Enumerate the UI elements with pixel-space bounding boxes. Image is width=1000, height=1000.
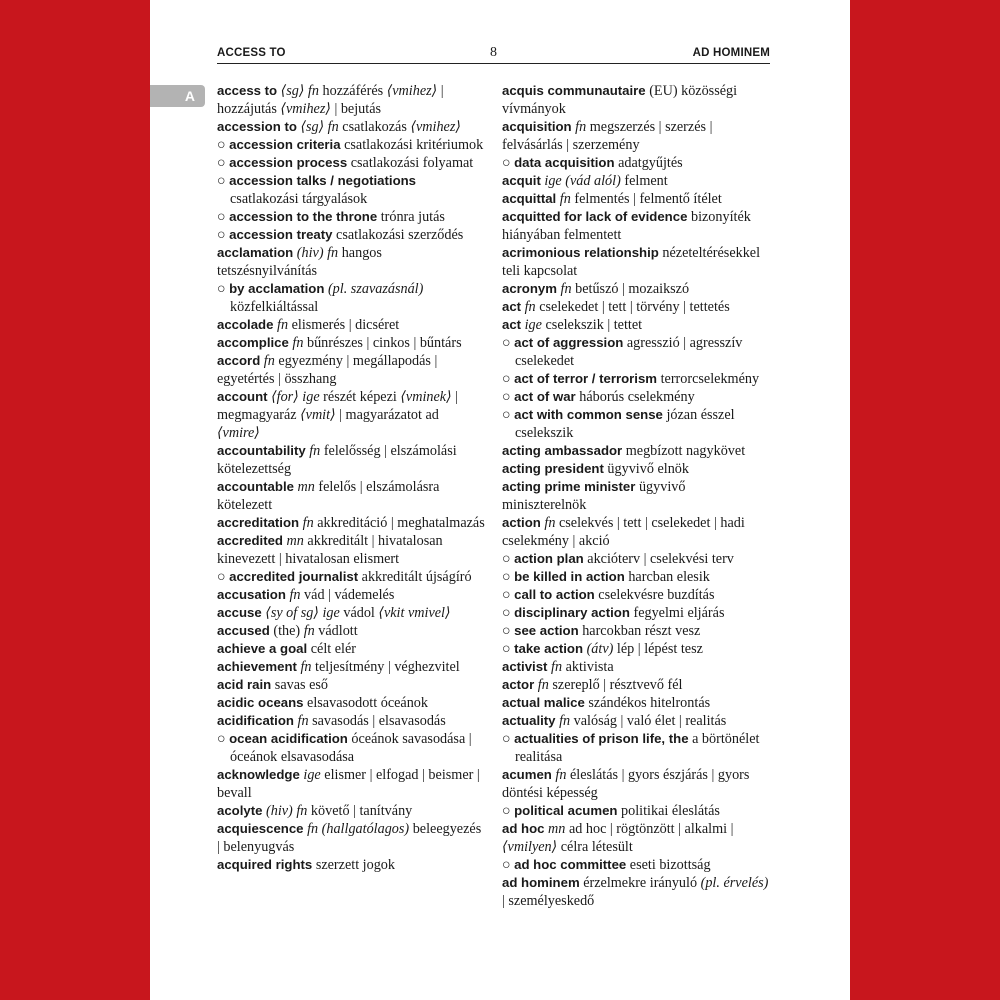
entry-headword: acolyte (217, 803, 263, 818)
entry-grammar-note: (hiv) fn (266, 803, 308, 819)
dictionary-entry (502, 712, 770, 730)
entry-text: ○ (502, 641, 515, 657)
dictionary-entry (217, 766, 485, 802)
entry-headword: achievement (217, 659, 297, 674)
entry-text: bizonyíték hiányában felmentett (502, 209, 751, 243)
entry-text: megbízott nagykövet (622, 443, 746, 459)
dictionary-entry (217, 532, 485, 568)
entry-grammar-note: (pl. érvelés) (700, 875, 769, 891)
entry-text: ○ (502, 803, 515, 819)
sub-entry (502, 406, 770, 442)
entry-text: ○ (502, 551, 515, 567)
entry-headword: accord (217, 353, 261, 368)
entry-text: akkreditált | hivatalosan kinevezett | hivatalosan elismert (217, 533, 443, 567)
entry-headword: accession to the throne (229, 209, 378, 224)
entry-headword: acquitted for lack of evidence (502, 209, 688, 224)
entry-text: beleegyezés | belenyugvás (217, 821, 482, 855)
entry-grammar-note: ⟨vmihez⟩ (386, 83, 438, 99)
entry-text: ○ (502, 605, 515, 621)
dictionary-entry (502, 658, 770, 676)
entry-headword: disciplinary action (514, 605, 630, 620)
entry-text: felelős | elszámolásra kötelezett (217, 479, 440, 513)
entry-grammar-note: fn (309, 443, 321, 459)
sub-entry (217, 568, 485, 586)
sub-entry (217, 172, 485, 208)
entry-headword: ad hoc (502, 821, 545, 836)
entry-grammar-note: fn (544, 515, 556, 531)
entry-text: ad hoc | rögtönzött | alkalmi | (565, 821, 734, 837)
entry-text: vád | vádemelés (300, 587, 395, 603)
sub-entry (502, 334, 770, 370)
dictionary-entry (217, 676, 485, 694)
entry-text: ○ (502, 155, 515, 171)
entry-grammar-note: fn (555, 767, 567, 783)
entry-headword: access to (217, 83, 278, 98)
entry-text: harcban elesik (624, 569, 710, 585)
entry-grammar-note: ⟨vmihez⟩ (280, 101, 331, 117)
entry-text: felmentés | felmentő ítélet (570, 191, 722, 207)
entry-text: ○ (217, 281, 230, 297)
entry-text: agresszió | agresszív cselekedet (515, 335, 743, 369)
entry-grammar-note: mn (297, 479, 315, 495)
header-first-entry: ACCESS TO (217, 47, 286, 59)
sub-entry (502, 568, 770, 586)
left-column (217, 82, 485, 874)
entry-headword: acting prime minister (502, 479, 636, 494)
entry-headword: ad hoc committee (514, 857, 627, 872)
entry-grammar-note: ⟨sg⟩ fn (280, 83, 319, 99)
entry-grammar-note: fn (302, 515, 314, 531)
entry-text: óceánok savasodása | óceánok elsavasodása (230, 731, 472, 765)
entry-grammar-note: ⟨vmire⟩ (217, 425, 260, 441)
entry-headword: ad hominem (502, 875, 580, 890)
entry-grammar-note: ⟨vminek⟩ (400, 389, 452, 405)
entry-headword: acid rain (217, 677, 272, 692)
entry-text: felelősség | elszámolási kötelezettség (217, 443, 457, 477)
entry-headword: accession process (229, 155, 348, 170)
entry-text: ügyvivő miniszterelnök (502, 479, 686, 513)
entry-grammar-note: ⟨sg⟩ fn (300, 119, 339, 135)
entry-text: elsavasodott óceánok (303, 695, 428, 711)
entry-grammar-note: fn (303, 623, 315, 639)
entry-headword: activist (502, 659, 548, 674)
dictionary-entry (502, 694, 770, 712)
entry-text: (the) (269, 623, 304, 639)
entry-text: ○ (217, 569, 230, 585)
entry-text: akcióterv | cselekvési terv (583, 551, 734, 567)
entry-text: közfelkiáltással (230, 299, 319, 315)
entry-grammar-note: ⟨vmihez⟩ (410, 119, 461, 135)
entry-headword: actor (502, 677, 535, 692)
entry-grammar-note: ige (303, 767, 321, 783)
dictionary-entry (217, 820, 485, 856)
entry-headword: by acclamation (229, 281, 325, 296)
entry-text: vádlott (314, 623, 358, 639)
entry-headword: accredited journalist (229, 569, 359, 584)
sub-entry (217, 154, 485, 172)
entry-headword: accession talks / negotiations (229, 173, 417, 188)
entry-grammar-note: fn (300, 659, 312, 675)
entry-grammar-note: ⟨vkit vmivel⟩ (378, 605, 451, 621)
entry-headword: acquit (502, 173, 541, 188)
entry-text: vádol (339, 605, 379, 621)
page-header (217, 45, 770, 63)
dictionary-entry (502, 244, 770, 280)
dictionary-entry (502, 820, 770, 856)
entry-text: elismerés | dicséret (288, 317, 400, 333)
entry-text: savas eső (271, 677, 328, 693)
entry-headword: actuality (502, 713, 556, 728)
entry-grammar-note: fn (289, 587, 301, 603)
dictionary-entry (217, 316, 485, 334)
dictionary-entry (217, 586, 485, 604)
entry-text: cselekvésre buzdítás (594, 587, 715, 603)
dictionary-entry (502, 874, 770, 910)
entry-headword: acquittal (502, 191, 557, 206)
entry-text: megszerzés | szerzés | felvásárlás | szerzemény (502, 119, 713, 153)
entry-text: ○ (502, 857, 515, 873)
entry-text: ○ (502, 407, 515, 423)
entry-text: ügyvivő elnök (603, 461, 689, 477)
sub-entry (217, 136, 485, 154)
entry-text: (EU) közösségi vívmányok (502, 83, 738, 117)
entry-headword: action (502, 515, 541, 530)
dictionary-entry (217, 118, 485, 136)
entry-headword: account (217, 389, 268, 404)
entry-text: háborús cselekmény (575, 389, 695, 405)
dictionary-entry (502, 442, 770, 460)
entry-grammar-note: fn (297, 713, 309, 729)
entry-grammar-note: fn (537, 677, 549, 693)
dictionary-entry (217, 658, 485, 676)
entry-text: csatlakozási folyamat (347, 155, 474, 171)
entry-headword: accountable (217, 479, 294, 494)
entry-text: cselekvés | tett | cselekedet | hadi cselekmény | akció (502, 515, 745, 549)
dictionary-entry (217, 712, 485, 730)
dictionary-entry (502, 172, 770, 190)
entry-headword: acquiescence (217, 821, 304, 836)
dictionary-entry (217, 82, 485, 118)
sub-entry (502, 550, 770, 568)
entry-headword: accolade (217, 317, 274, 332)
entry-headword: ocean acidification (229, 731, 348, 746)
entry-headword: act (502, 317, 522, 332)
entry-grammar-note: (hiv) fn (296, 245, 339, 261)
entry-text: célra létesült (557, 839, 633, 855)
dictionary-entry (502, 298, 770, 316)
dictionary-entry (502, 208, 770, 244)
sub-entry (217, 226, 485, 244)
entry-headword: see action (514, 623, 579, 638)
entry-text: ○ (502, 335, 515, 351)
entry-text: bűnrészes | cinkos | bűntárs (303, 335, 462, 351)
entry-text: követő | tanítvány (307, 803, 413, 819)
entry-text: nézeteltérésekkel teli kapcsolat (502, 245, 761, 279)
entry-grammar-note: fn (560, 281, 572, 297)
entry-text: csatlakozási kritériumok (340, 137, 484, 153)
entry-text: hangos tetszésnyilvánítás (217, 245, 382, 279)
entry-text: | személyeskedő (502, 893, 595, 909)
sub-entry (217, 730, 485, 766)
entry-grammar-note: fn (575, 119, 587, 135)
sub-entry (502, 388, 770, 406)
entry-text: terrorcselekmény (657, 371, 760, 387)
entry-text: | bejutás (330, 101, 382, 117)
entry-text: savasodás | elsavasodás (308, 713, 446, 729)
entry-text: szereplő | résztvevő fél (548, 677, 683, 693)
entry-grammar-note: fn (559, 191, 571, 207)
entry-text: ○ (217, 155, 230, 171)
entry-text: felment (620, 173, 668, 189)
dictionary-entry (217, 334, 485, 352)
entry-text: csatlakozás (338, 119, 411, 135)
entry-grammar-note: fn (524, 299, 536, 315)
entry-grammar-note: mn (548, 821, 566, 837)
entry-headword: acidification (217, 713, 294, 728)
header-last-entry: AD HOMINEM (692, 47, 770, 59)
right-column (502, 82, 770, 910)
dictionary-entry (502, 118, 770, 154)
entry-text: a börtönélet realitása (515, 731, 760, 765)
entry-headword: actualities of prison life, the (514, 731, 689, 746)
entry-text: akkreditáció | meghatalmazás (313, 515, 485, 531)
entry-text: ○ (502, 731, 515, 747)
entry-grammar-note: ⟨for⟩ ige (271, 389, 320, 405)
sub-entry (217, 280, 485, 316)
dictionary-entry (217, 604, 485, 622)
entry-grammar-note: (átv) (586, 641, 614, 657)
entry-grammar-note: fn (hallgatólagos) (307, 821, 410, 837)
entry-headword: act of terror / terrorism (514, 371, 658, 386)
page-number: 8 (490, 45, 497, 60)
entry-headword: act with common sense (514, 407, 663, 422)
dictionary-entry (502, 280, 770, 298)
dictionary-entry (502, 190, 770, 208)
entry-text: hozzáférés (318, 83, 387, 99)
letter-tab (150, 85, 205, 107)
entry-headword: accusation (217, 587, 286, 602)
entry-text: akkreditált újságíró (358, 569, 472, 585)
entry-headword: accession treaty (229, 227, 333, 242)
entry-grammar-note: ige (vád alól) (544, 173, 621, 189)
sub-entry (502, 802, 770, 820)
entry-headword: acronym (502, 281, 557, 296)
entry-grammar-note: mn (286, 533, 304, 549)
entry-grammar-note: (pl. szavazásnál) (327, 281, 424, 297)
entry-headword: acclamation (217, 245, 294, 260)
entry-headword: be killed in action (514, 569, 625, 584)
entry-text: valóság | való élet | realitás (570, 713, 727, 729)
dictionary-entry (217, 244, 485, 280)
entry-text: ○ (502, 587, 515, 603)
entry-grammar-note: ⟨sy of sg⟩ ige (265, 605, 340, 621)
entry-text: csatlakozási szerződés (332, 227, 464, 243)
entry-headword: accession to (217, 119, 297, 134)
entry-text: teljesítmény | véghezvitel (311, 659, 460, 675)
entry-headword: accused (217, 623, 270, 638)
entry-headword: accountability (217, 443, 306, 458)
entry-text: szándékos hitelrontás (584, 695, 711, 711)
sub-entry (502, 586, 770, 604)
entry-text: ○ (217, 209, 230, 225)
dictionary-entry (217, 478, 485, 514)
entry-text: ○ (502, 371, 515, 387)
dictionary-entry (502, 82, 770, 118)
header-rule (217, 63, 770, 64)
dictionary-entry (502, 514, 770, 550)
entry-text: politikai éleslátás (617, 803, 720, 819)
dictionary-entry (217, 856, 485, 874)
entry-text: józan ésszel cselekszik (515, 407, 735, 441)
entry-text: betűszó | mozaikszó (571, 281, 690, 297)
entry-headword: action plan (514, 551, 584, 566)
entry-headword: acquisition (502, 119, 572, 134)
entry-headword: political acumen (514, 803, 618, 818)
entry-headword: take action (514, 641, 584, 656)
entry-headword: acquis communautaire (502, 83, 646, 98)
entry-headword: acidic oceans (217, 695, 304, 710)
entry-headword: acquired rights (217, 857, 313, 872)
entry-headword: acknowledge (217, 767, 300, 782)
entry-headword: act of war (514, 389, 576, 404)
entry-headword: accession criteria (229, 137, 341, 152)
sub-entry (217, 208, 485, 226)
entry-text: | megmagyaráz (217, 389, 459, 423)
entry-text: fegyelmi eljárás (629, 605, 725, 621)
entry-text: | hozzájutás (217, 83, 444, 117)
entry-grammar-note: fn (263, 353, 275, 369)
dictionary-entry (217, 352, 485, 388)
sub-entry (502, 622, 770, 640)
dictionary-entry (502, 478, 770, 514)
entry-headword: accreditation (217, 515, 300, 530)
sub-entry (502, 370, 770, 388)
entry-text: ○ (217, 173, 230, 189)
sub-entry (502, 604, 770, 622)
entry-grammar-note: fn (292, 335, 304, 351)
entry-text: ○ (502, 623, 515, 639)
entry-text: érzelmekre irányuló (579, 875, 701, 891)
entry-headword: data acquisition (514, 155, 615, 170)
entry-headword: acumen (502, 767, 552, 782)
dictionary-entry (217, 640, 485, 658)
entry-text: cselekedet | tett | törvény | tettetés (535, 299, 730, 315)
entry-text: trónra jutás (377, 209, 445, 225)
dictionary-entry (502, 460, 770, 478)
entry-text: ○ (502, 569, 515, 585)
entry-grammar-note: fn (277, 317, 289, 333)
entry-text: ○ (217, 137, 230, 153)
entry-headword: act of aggression (514, 335, 624, 350)
entry-text: célt elér (307, 641, 357, 657)
dictionary-entry (217, 442, 485, 478)
entry-text: eseti bizottság (626, 857, 711, 873)
entry-text: aktivista (562, 659, 614, 675)
entry-headword: accomplice (217, 335, 289, 350)
entry-grammar-note: ⟨vmilyen⟩ (502, 839, 558, 855)
dictionary-entry (502, 316, 770, 334)
entry-headword: acting president (502, 461, 604, 476)
entry-text: adatgyűjtés (614, 155, 683, 171)
entry-headword: call to action (514, 587, 595, 602)
entry-headword: acting ambassador (502, 443, 623, 458)
dictionary-entry (217, 802, 485, 820)
dictionary-entry (217, 388, 485, 442)
entry-text: ○ (502, 389, 515, 405)
entry-text: egyezmény | megállapodás | egyetértés | összhang (217, 353, 438, 387)
entry-grammar-note: ige (524, 317, 542, 333)
sub-entry (502, 640, 770, 658)
entry-text: cselekszik | tettet (541, 317, 643, 333)
entry-text: | magyarázatot ad (335, 407, 439, 423)
dictionary-entry (217, 514, 485, 532)
entry-grammar-note: fn (559, 713, 571, 729)
entry-text: ○ (217, 731, 230, 747)
entry-text: csatlakozási tárgyalások (230, 191, 368, 207)
entry-headword: achieve a goal (217, 641, 308, 656)
entry-grammar-note: ⟨vmit⟩ (300, 407, 336, 423)
entry-headword: act (502, 299, 522, 314)
entry-grammar-note: fn (551, 659, 563, 675)
entry-text: részét képezi (319, 389, 401, 405)
dictionary-entry (217, 694, 485, 712)
sub-entry (502, 730, 770, 766)
sub-entry (502, 154, 770, 172)
sub-entry (502, 856, 770, 874)
entry-text: éleslátás | gyors észjárás | gyors döntési képesség (502, 767, 750, 801)
dictionary-entry (502, 676, 770, 694)
entry-text: harcokban részt vesz (578, 623, 701, 639)
dictionary-entry (502, 766, 770, 802)
dictionary-entry (217, 622, 485, 640)
entry-text: szerzett jogok (312, 857, 395, 873)
entry-text: ○ (217, 227, 230, 243)
entry-text: elismer | elfogad | beismer | bevall (217, 767, 480, 801)
entry-headword: acrimonious relationship (502, 245, 659, 260)
entry-headword: accredited (217, 533, 283, 548)
letter-tab-label: A (184, 88, 195, 104)
entry-headword: accuse (217, 605, 262, 620)
entry-headword: actual malice (502, 695, 585, 710)
entry-text: lép | lépést tesz (613, 641, 703, 657)
